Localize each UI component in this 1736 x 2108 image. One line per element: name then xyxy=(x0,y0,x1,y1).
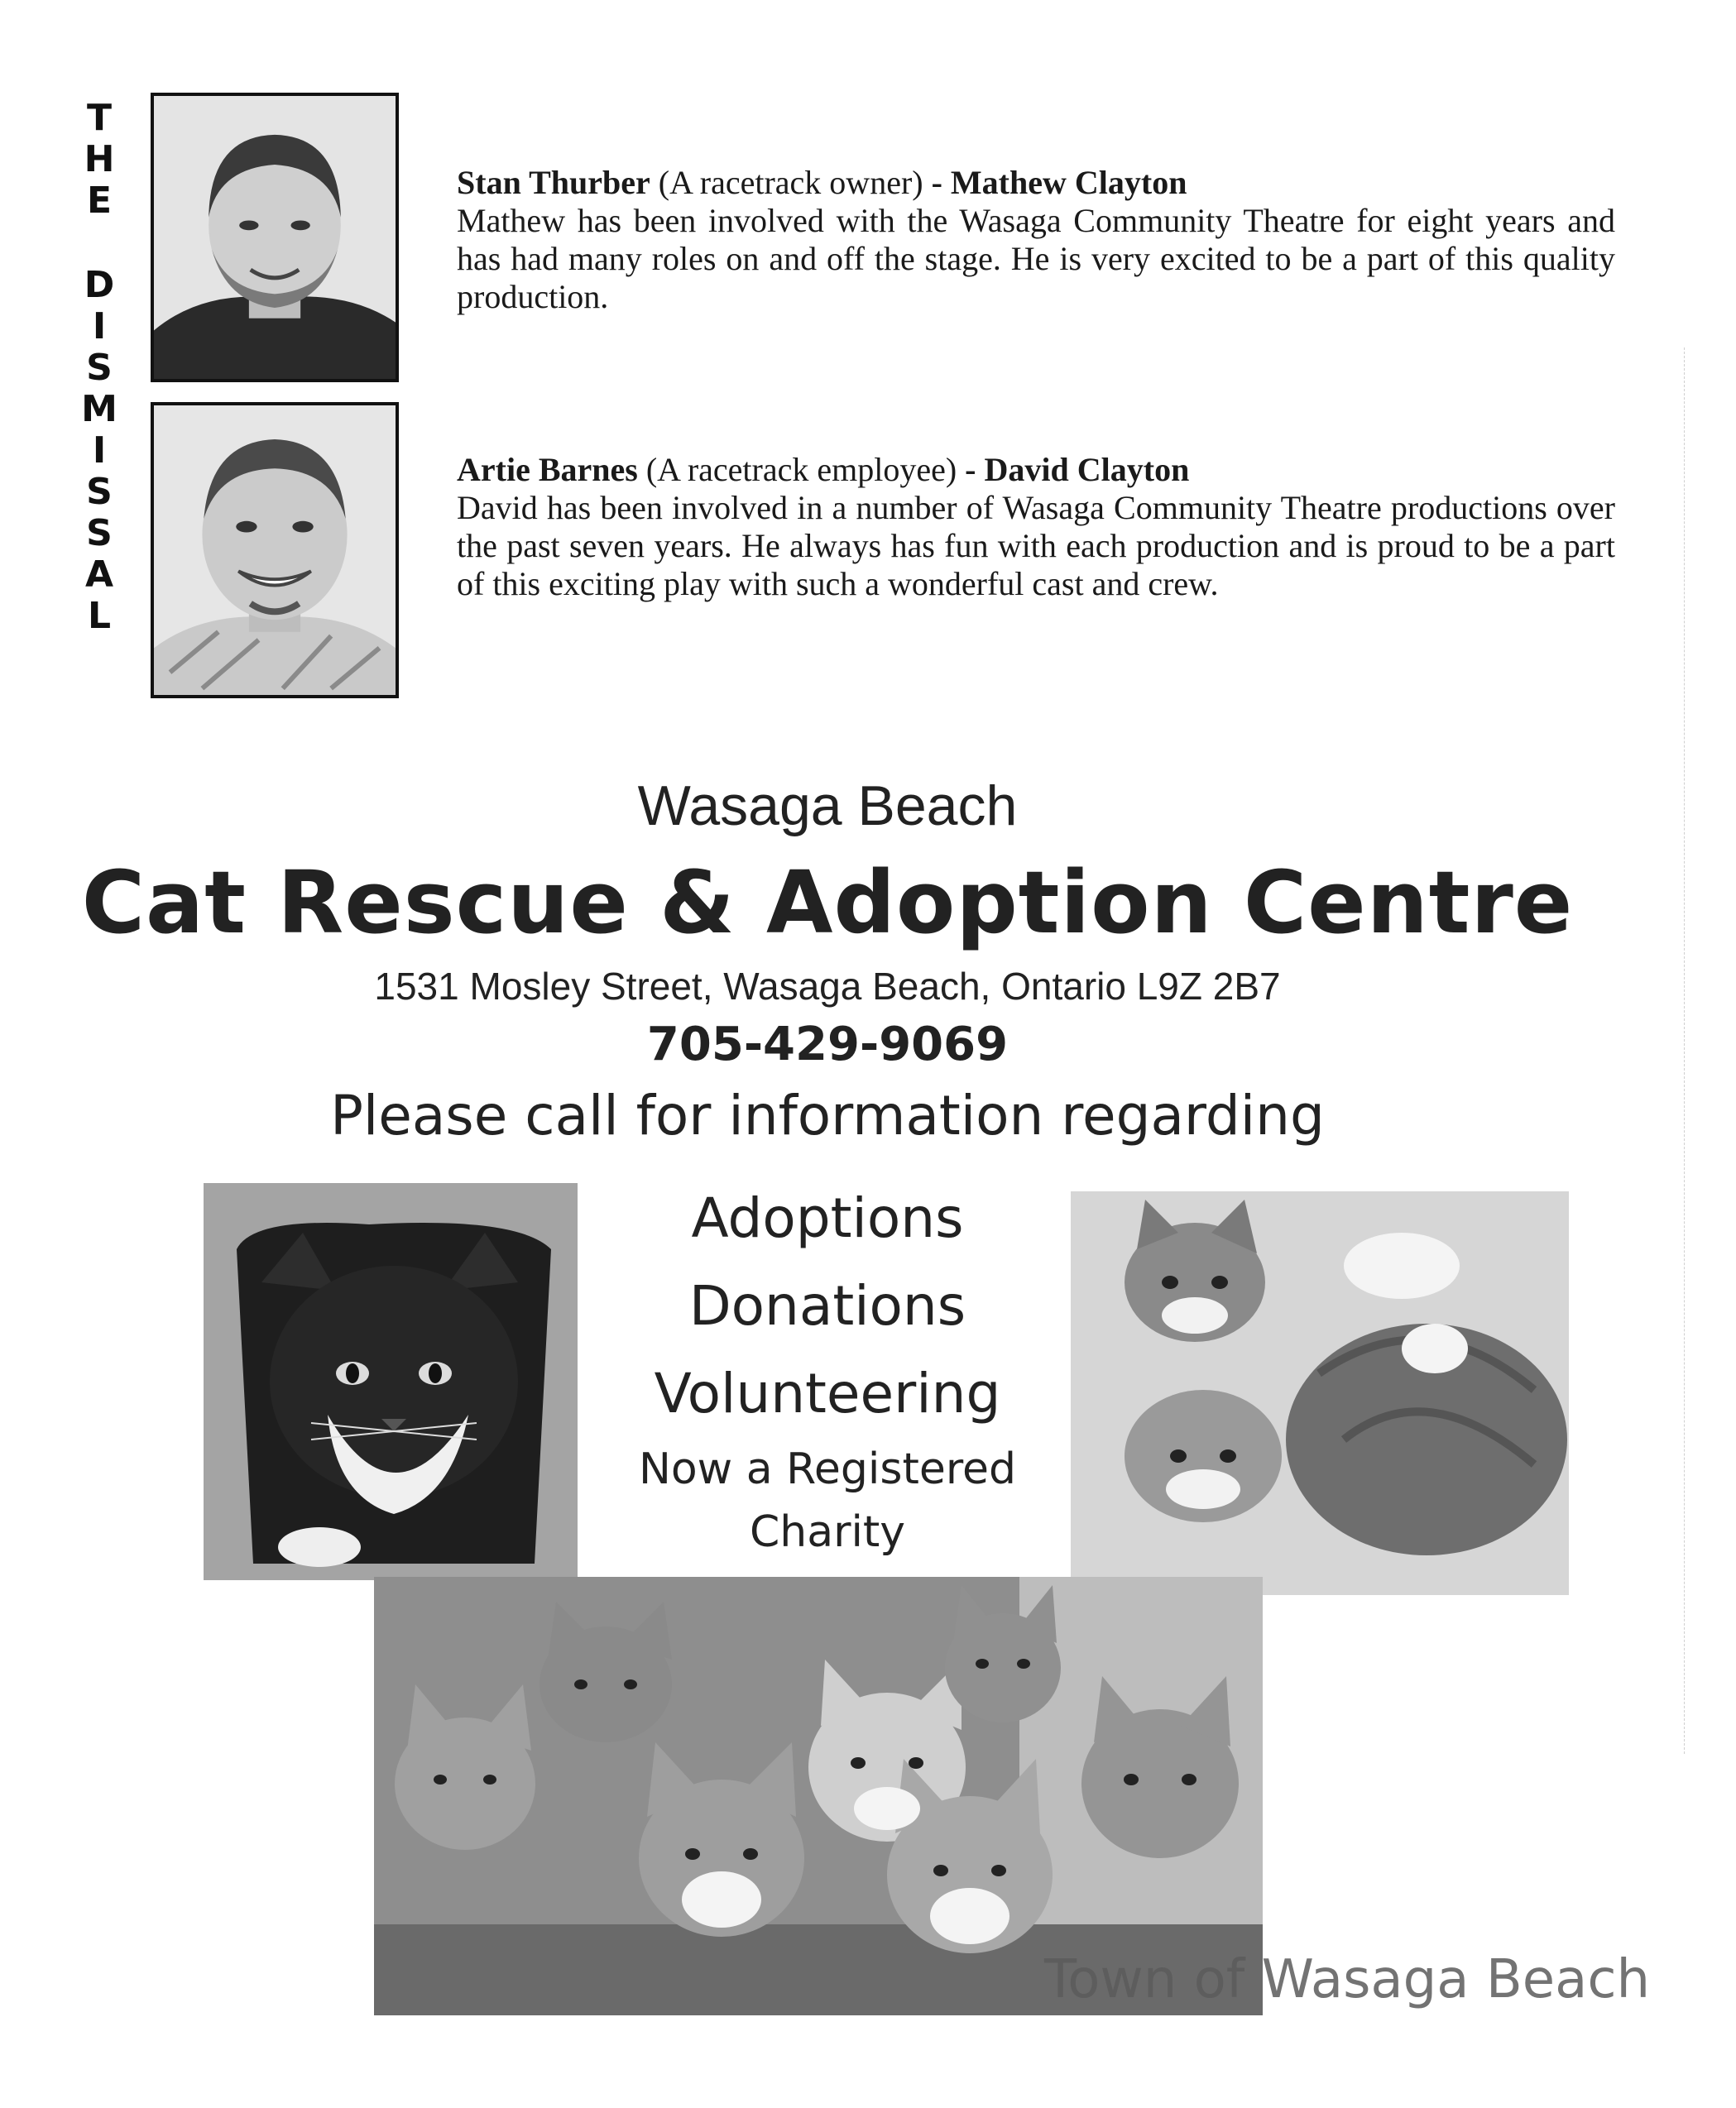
character-role: (A racetrack employee) xyxy=(645,451,957,488)
title-letter: M xyxy=(81,388,117,430)
service-adoptions: Adoptions xyxy=(691,1186,964,1250)
headshot-mathew-clayton xyxy=(151,93,399,382)
ad-phone: 705-429-9069 xyxy=(646,1018,1009,1071)
watermark-town-of-wasaga-beach: Town of Wasaga Beach xyxy=(1044,1949,1651,2010)
character-name: Stan Thurber xyxy=(457,164,650,201)
title-letter: I xyxy=(92,429,107,472)
title-letter: E xyxy=(86,180,113,222)
title-letter: S xyxy=(86,347,113,389)
cat-in-box-photo xyxy=(204,1183,578,1580)
separator: - xyxy=(965,451,976,488)
ad-address: 1531 Mosley Street, Wasaga Beach, Ontario L9Z 2B7 xyxy=(374,965,1281,1008)
title-letter: A xyxy=(84,553,114,596)
title-letter: D xyxy=(84,264,115,306)
two-kittens-photo xyxy=(1071,1191,1569,1595)
cast-bio-artie-barnes xyxy=(457,451,1615,603)
service-volunteering: Volunteering xyxy=(654,1362,1001,1425)
ad-title: Cat Rescue & Adoption Centre xyxy=(81,852,1574,953)
actor-name: David Clayton xyxy=(984,451,1190,488)
title-letter: I xyxy=(92,305,107,347)
title-letter: L xyxy=(87,595,112,637)
separator: - xyxy=(931,164,942,201)
vertical-play-title xyxy=(79,98,120,637)
cast-bio-stan-thurber xyxy=(457,164,1615,316)
page-edge xyxy=(1684,347,1686,1754)
character-role: (A racetrack owner) xyxy=(658,164,923,201)
ad-services xyxy=(579,1175,1076,1564)
charity-line: Charity xyxy=(749,1507,906,1557)
actor-name: Mathew Clayton xyxy=(950,164,1187,201)
ad-city: Wasaga Beach xyxy=(637,774,1018,837)
title-letter: S xyxy=(86,471,113,513)
actor-bio: David has been involved in a number of Wasaga Community Theatre productions over the past seven years. He always has fun with each production and is proud to be a part of this exciting play with such a wonderful cast and crew. xyxy=(457,489,1615,602)
title-letter: H xyxy=(84,138,115,180)
ad-callout: Please call for information regarding xyxy=(330,1084,1325,1147)
charity-line: Now a Registered xyxy=(638,1444,1017,1494)
character-name: Artie Barnes xyxy=(457,451,638,488)
title-letter: S xyxy=(86,512,113,554)
service-donations: Donations xyxy=(688,1274,966,1338)
actor-bio: Mathew has been involved with the Wasaga Community Theatre for eight years and has had many roles on and off the stage. He is very excited to be a part of this quality production. xyxy=(457,202,1615,315)
headshot-david-clayton xyxy=(151,402,399,698)
title-letter: T xyxy=(86,97,112,139)
